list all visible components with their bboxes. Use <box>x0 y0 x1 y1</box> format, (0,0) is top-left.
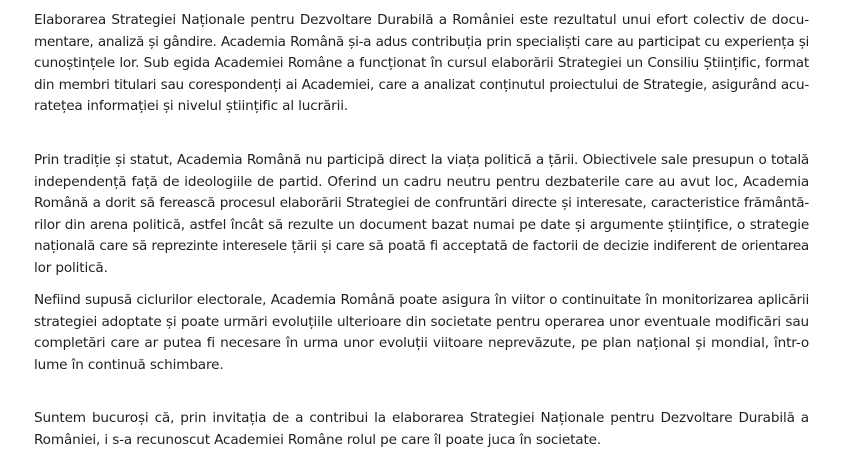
paragraph-2-line-2: independență față de ideologiile de partid. Oferind un cadru neutru pentru dezbaterile care au avut loc, Academia <box>34 173 810 190</box>
paragraph-3-line-1: Nefiind supusă ciclurilor electorale, Academia Română poate asigura în viitor o continuitate în monitorizarea aplicării <box>34 292 809 308</box>
paragraph-4-line-2: României, i s-a recunoscut Academiei Române rolul pe care îl poate juca în societate. <box>34 431 602 448</box>
paragraph-1-line-3: cunoștințele lor. Sub egida Academiei Române a funcționat în cursul elaborării Strategiei un Consiliu Științific, format <box>34 55 809 71</box>
paragraph-1-line-4: din membri titulari sau corespondenți ai Academiei, care a analizat conținutul proiectului de Strategie, asigurând acu- <box>34 76 809 93</box>
paragraph-1 <box>34 10 809 118</box>
paragraph-2-line-4: rilor din arena politică, astfel încât să rezulte un document bazat numai pe date și argumente științifice, o strategie <box>34 216 810 233</box>
paragraph-1-line-5: ratețea informației și nivelul științific al lucrării. <box>34 98 349 114</box>
paragraph-3-line-3: completări care ar putea fi necesare în urma unor evoluții viitoare neprevăzute, pe plan național și mondial, într-o <box>34 335 809 351</box>
paragraph-2-line-5: națională care să reprezinte interesele țării și care să poată fi acceptată de factorii de decizie indiferent de orientarea <box>34 238 809 254</box>
paragraph-1-line-2: mentare, analiză și gândire. Academia Română și-a adus contribuția prin specialiști care au participat cu experiența și <box>34 33 809 50</box>
paragraph-2 <box>34 150 809 279</box>
paragraph-3-line-4: lume în continuă schimbare. <box>34 356 224 373</box>
paragraph-2-line-1: Prin tradiție și statut, Academia Română nu participă direct la viața politică a țării. Obiectivele sale presupun o totală <box>34 152 809 168</box>
paragraph-3 <box>34 290 809 376</box>
paragraph-2-line-6: lor politică. <box>34 259 108 276</box>
paragraph-1-line-1: Elaborarea Strategiei Naționale pentru Dezvoltare Durabilă a României este rezultatul unui efort colectiv de docu- <box>34 12 809 28</box>
paragraph-2-line-3: Română a dorit să ferească procesul elaborării Strategiei de confruntări directe și interesate, caracteristice frământă- <box>34 195 809 211</box>
paragraph-4 <box>34 408 809 451</box>
paragraph-3-line-2: strategiei adoptate și poate urmări evoluțiile ulterioare din societate pentru operarea unor eventuale modificări sau <box>34 313 809 330</box>
paragraph-4-line-1: Suntem bucuroși că, prin invitația de a contribui la elaborarea Strategiei Naționale pentru Dezvoltare Durabilă a <box>34 410 809 426</box>
